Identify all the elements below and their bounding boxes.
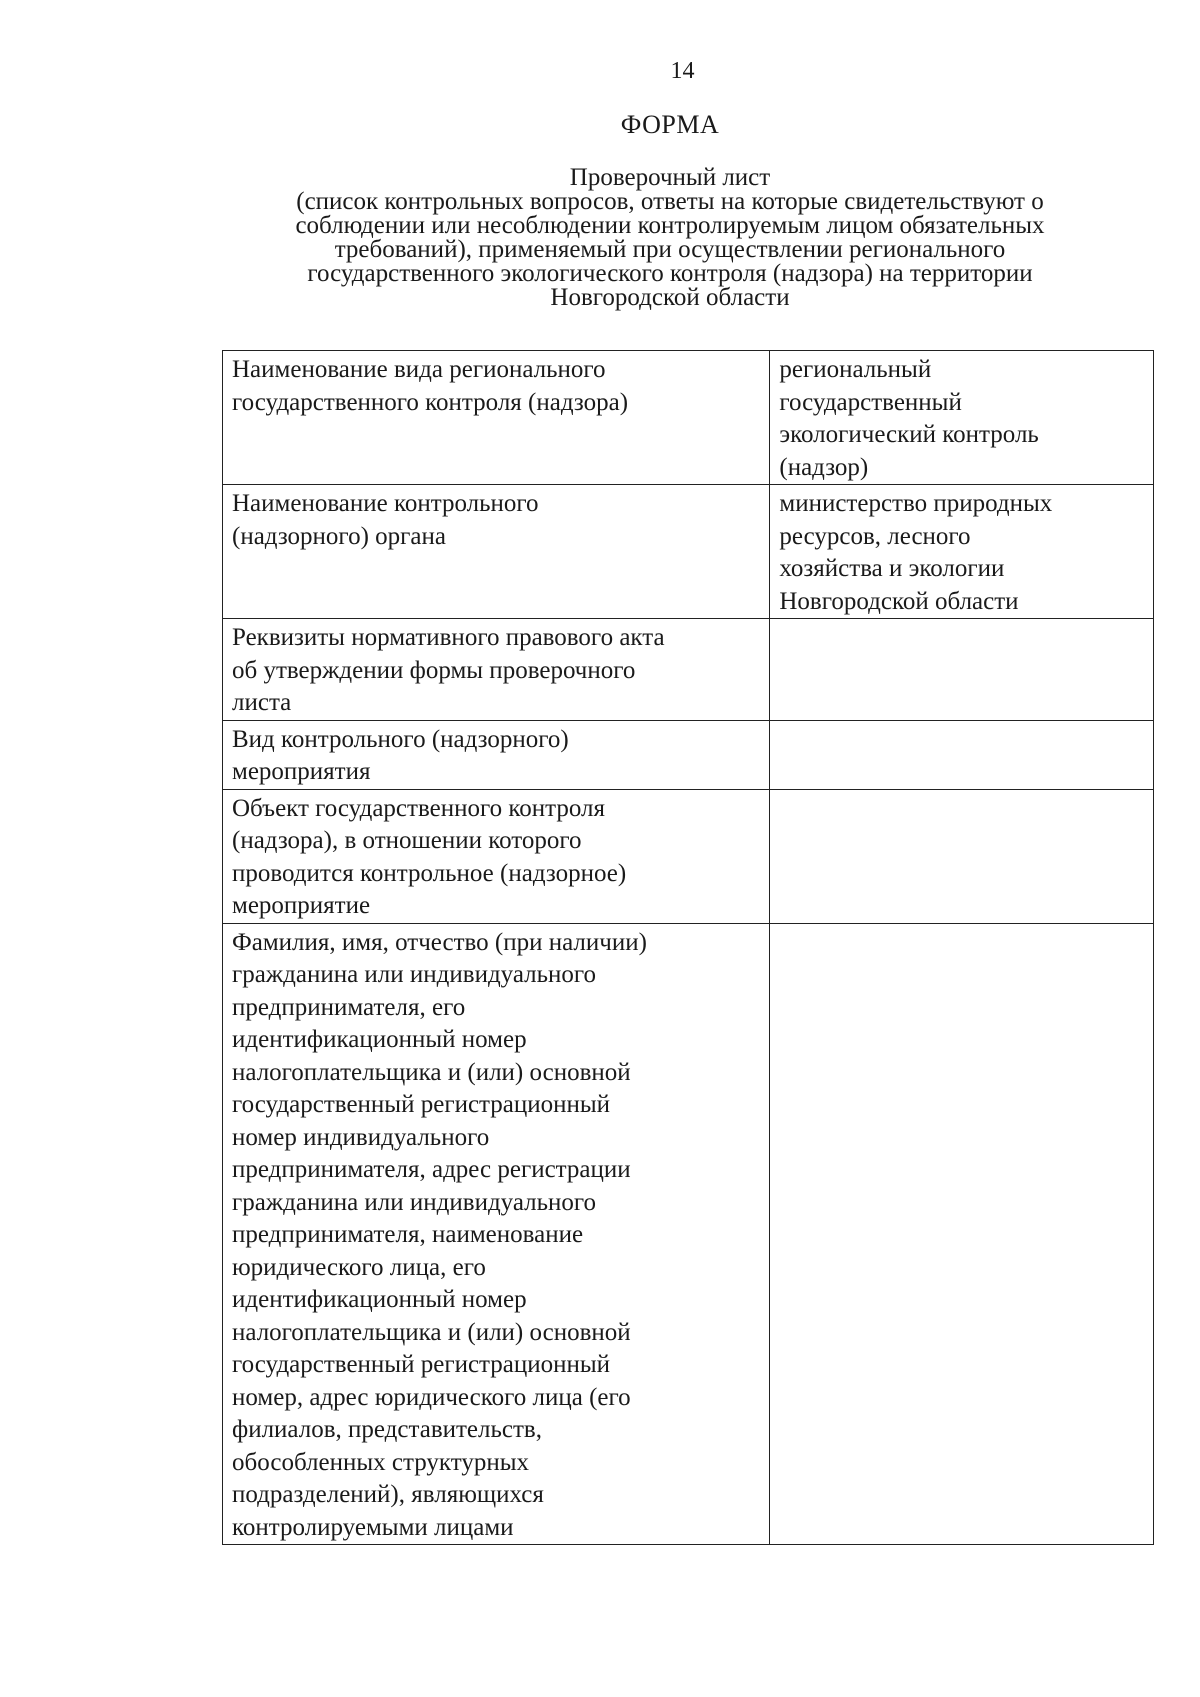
- row-label-line: листа: [232, 689, 292, 716]
- document-title: [220, 166, 1120, 310]
- row-value-line: министерство природных: [779, 490, 1053, 517]
- row-value-cell: [770, 923, 1154, 1545]
- row-label-line: подразделений), являющихся: [232, 1481, 544, 1508]
- row-label-line: государственный регистрационный: [232, 1351, 611, 1378]
- title-line: (список контрольных вопросов, ответы на которые свидетельствуют о: [296, 188, 1044, 215]
- row-label-cell: [223, 485, 770, 619]
- row-value-cell: [770, 720, 1154, 789]
- row-label-line: (надзора), в отношении которого: [232, 827, 582, 854]
- row-label-line: гражданина или индивидуального: [232, 1188, 597, 1216]
- title-line: соблюдении или несоблюдении контролируемым лицом обязательных: [295, 212, 1045, 239]
- row-label-cell: [223, 789, 770, 923]
- table-row: [223, 485, 1154, 619]
- row-label-line: предпринимателя, адрес регистрации: [232, 1156, 631, 1183]
- row-value-cell: [770, 789, 1154, 923]
- row-label-line: номер, адрес юридического лица (его: [232, 1383, 631, 1411]
- row-value-line: региональный: [779, 356, 932, 383]
- row-label-line: Наименование контрольного: [232, 490, 539, 517]
- form-label: ФОРМА: [620, 110, 720, 139]
- checklist-table: [222, 350, 1154, 1545]
- title-line: Проверочный лист: [569, 164, 771, 191]
- row-label-line: гражданина или индивидуального: [232, 961, 597, 988]
- row-label-line: номер индивидуального: [232, 1123, 490, 1151]
- title-line: государственного экологического контроля (надзора) на территории: [307, 260, 1033, 287]
- row-value-line: Новгородской области: [779, 587, 1019, 615]
- row-label-cell: [223, 351, 770, 485]
- table-row: [223, 789, 1154, 923]
- row-label-cell: [223, 923, 770, 1545]
- row-label-cell: [223, 619, 770, 721]
- row-label-line: идентификационный номер: [232, 1286, 527, 1313]
- row-label-line: предпринимателя, наименование: [232, 1221, 584, 1248]
- row-label-line: Объект государственного контроля: [232, 794, 605, 822]
- table-row: [223, 720, 1154, 789]
- row-value-cell: [770, 485, 1154, 619]
- row-label-line: Наименование вида регионального: [232, 356, 606, 383]
- title-line: требований), применяемый при осуществлении регионального: [334, 236, 1006, 263]
- title-line: Новгородской области: [550, 284, 790, 311]
- row-label-line: государственного контроля (надзора): [232, 388, 629, 416]
- row-value-line: государственный: [779, 388, 962, 416]
- row-label-line: государственный регистрационный: [232, 1091, 611, 1118]
- row-label-line: обособленных структурных: [232, 1448, 529, 1476]
- row-label-line: филиалов, представительств,: [232, 1416, 542, 1443]
- table-row: [223, 923, 1154, 1545]
- row-value-line: (надзор): [779, 453, 869, 481]
- row-value-line: экологический контроль: [779, 421, 1039, 448]
- row-value-cell: [770, 351, 1154, 485]
- table-row: [223, 351, 1154, 485]
- row-label-line: Вид контрольного (надзорного): [232, 725, 569, 753]
- row-label-line: мероприятие: [232, 892, 371, 919]
- row-label-line: идентификационный номер: [232, 1026, 527, 1053]
- row-value-line: хозяйства и экологии: [779, 555, 1005, 582]
- row-label-line: Реквизиты нормативного правового акта: [232, 624, 665, 651]
- table-row: [223, 619, 1154, 721]
- row-value-cell: [770, 619, 1154, 721]
- row-value-line: ресурсов, лесного: [779, 522, 971, 550]
- row-label-line: мероприятия: [232, 758, 371, 785]
- row-label-line: предпринимателя, его: [232, 993, 466, 1021]
- page-number: 14: [670, 58, 695, 84]
- row-label-cell: [223, 720, 770, 789]
- row-label-line: проводится контрольное (надзорное): [232, 859, 627, 887]
- row-label-line: контролируемыми лицами: [232, 1513, 514, 1541]
- row-label-line: юридического лица, его: [232, 1253, 486, 1281]
- row-label-line: (надзорного) органа: [232, 522, 446, 550]
- row-label-line: Фамилия, имя, отчество (при наличии): [232, 928, 647, 956]
- row-label-line: налогоплательщика и (или) основной: [232, 1318, 631, 1346]
- row-label-line: налогоплательщика и (или) основной: [232, 1058, 631, 1086]
- row-label-line: об утверждении формы проверочного: [232, 656, 636, 684]
- checklist-table-body: [223, 351, 1154, 1545]
